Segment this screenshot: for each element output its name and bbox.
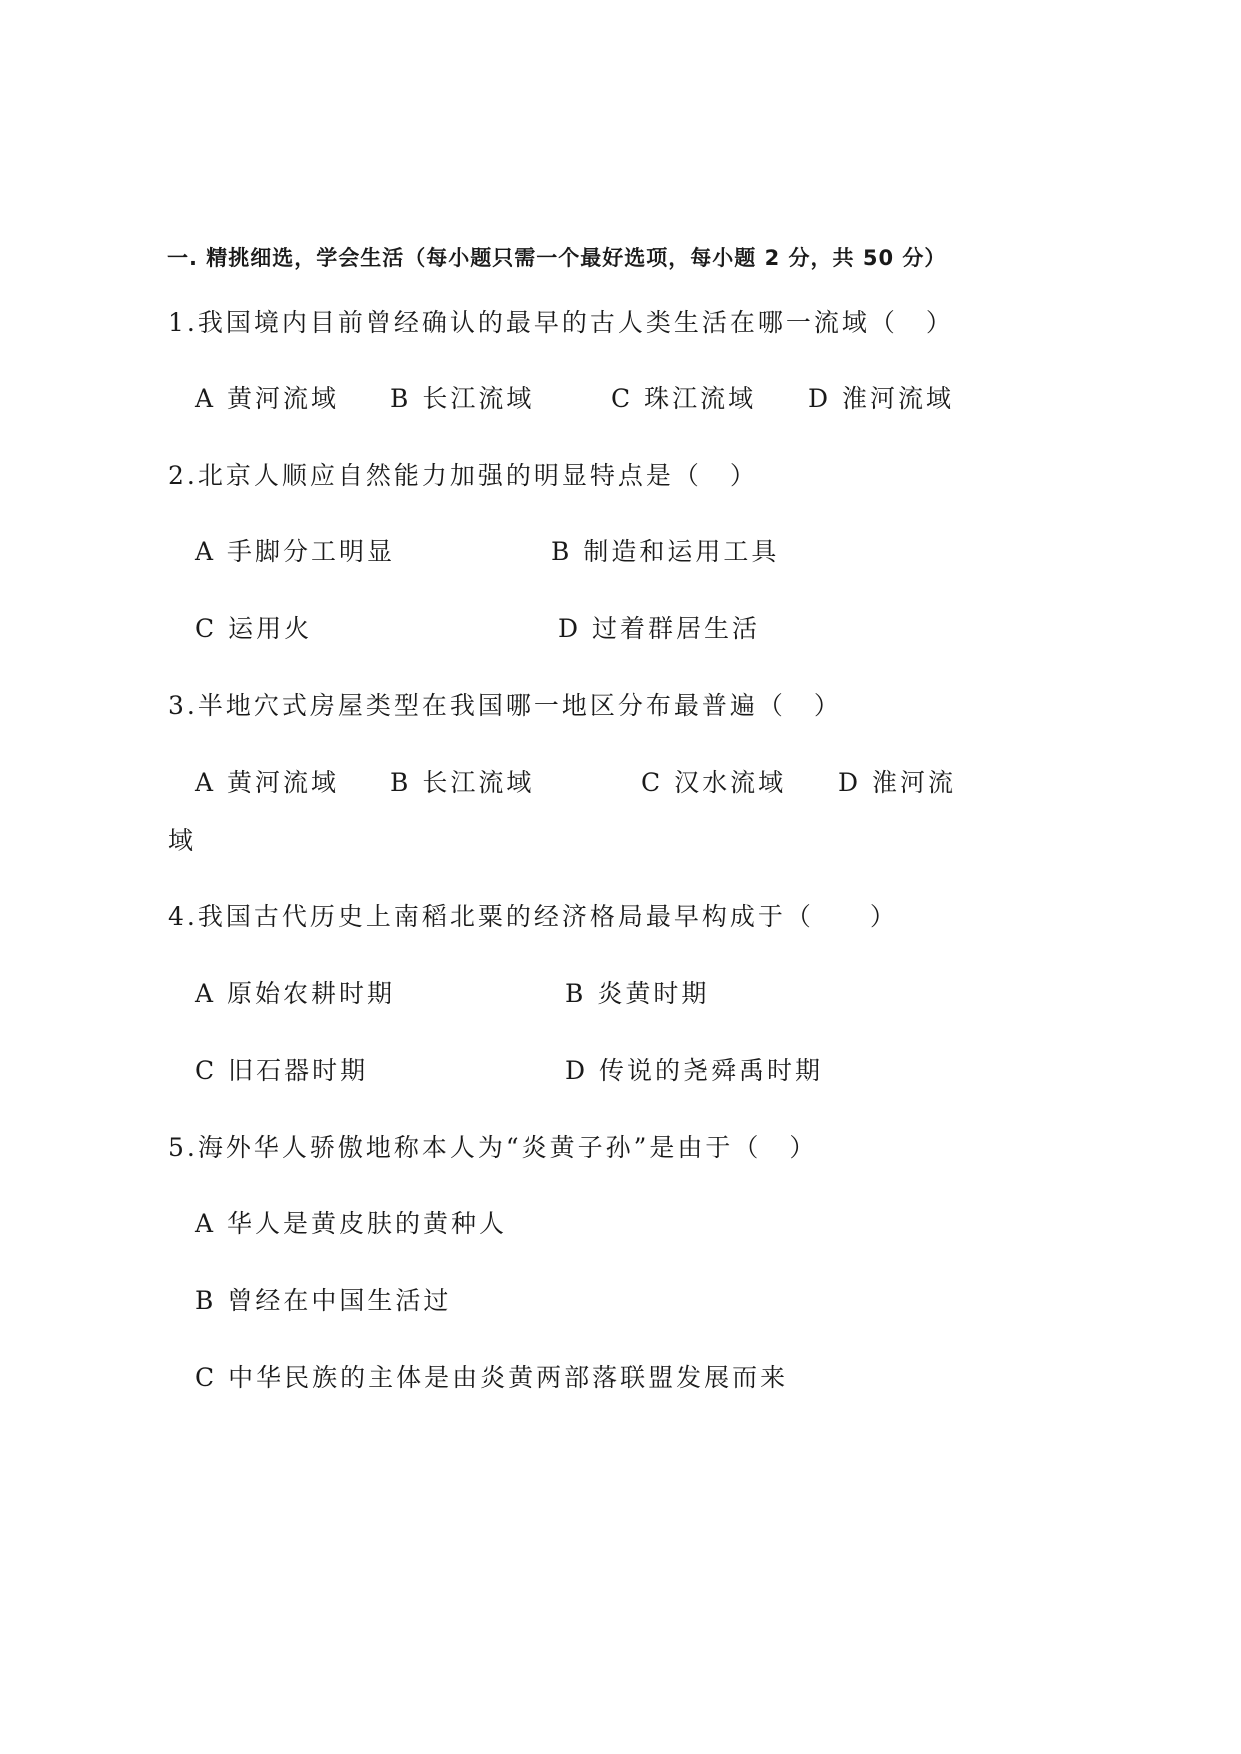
question-1-option-a: A 黄河流域	[195, 384, 340, 413]
question-1-stem: 1.我国境内目前曾经确认的最早的古人类生活在哪一流域（ ）	[168, 308, 954, 337]
question-2-stem: 2.北京人顺应自然能力加强的明显特点是（ ）	[168, 461, 758, 490]
question-2-option-d: D 过着群居生活	[558, 614, 760, 643]
question-3-stem: 3.半地穴式房屋类型在我国哪一地区分布最普遍（ ）	[168, 691, 842, 720]
question-1-option-b: B 长江流域	[390, 384, 535, 413]
question-2-option-a: A 手脚分工明显	[195, 537, 396, 566]
question-4-stem: 4.我国古代历史上南稻北粟的经济格局最早构成于（ ）	[168, 902, 898, 931]
section-title: 一. 精挑细选，学会生活（每小题只需一个最好选项，每小题 2 分，共 50 分）	[167, 246, 947, 270]
question-4-option-b: B 炎黄时期	[565, 979, 710, 1008]
question-4-option-d: D 传说的尧舜禹时期	[565, 1056, 823, 1085]
question-3-option-d: D 淮河流	[838, 768, 956, 797]
question-5-option-c: C 中华民族的主体是由炎黄两部落联盟发展而来	[195, 1363, 789, 1392]
question-1-option-c: C 珠江流域	[611, 384, 757, 413]
question-2-option-b: B 制造和运用工具	[551, 537, 780, 566]
question-5-option-a: A 华人是黄皮肤的黄种人	[195, 1209, 508, 1238]
question-5-option-b: B 曾经在中国生活过	[195, 1286, 452, 1315]
question-5-stem: 5.海外华人骄傲地称本人为“炎黄子孙”是由于（ ）	[168, 1133, 818, 1162]
question-4-option-c: C 旧石器时期	[195, 1056, 369, 1085]
question-3-option-d-wrap: 域	[168, 826, 197, 855]
question-4-option-a: A 原始农耕时期	[195, 979, 396, 1008]
question-1-option-d: D 淮河流域	[808, 384, 954, 413]
question-3-option-a: A 黄河流域	[195, 768, 340, 797]
question-3-option-c: C 汉水流域	[641, 768, 787, 797]
question-3-option-b: B 长江流域	[390, 768, 535, 797]
question-2-option-c: C 运用火	[195, 614, 313, 643]
